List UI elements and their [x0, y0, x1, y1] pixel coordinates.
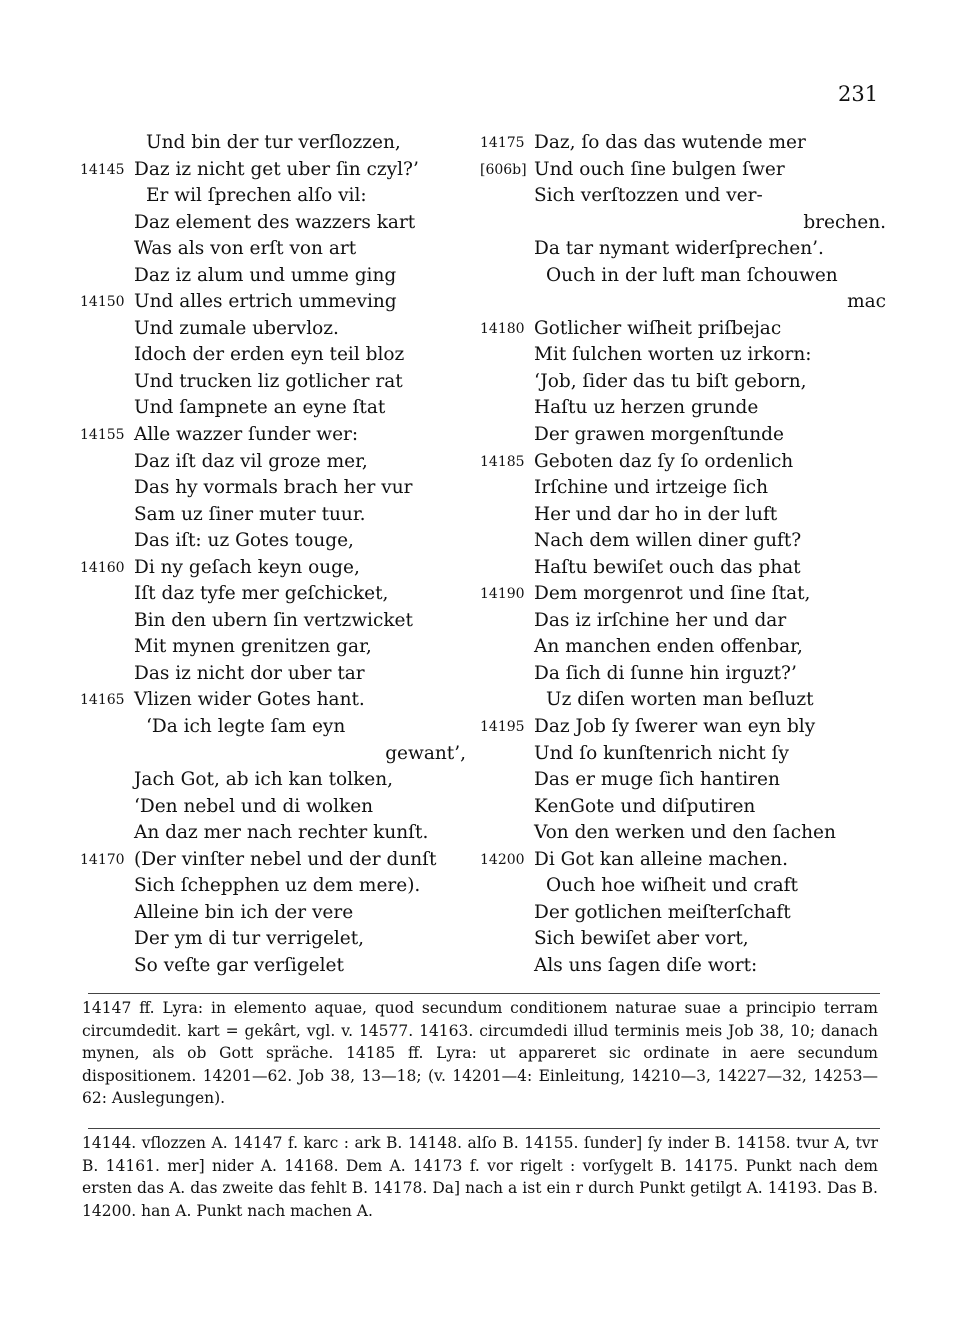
- verse-line: [480, 555, 900, 582]
- apparatus-text: 14144. vſlozzen A. 14147 f. karc : ark B. 14148. alſo B. 14155. ſunder] ſy inder B. 14158. tvur A, tvr B. 14161. mer] nider A. 14168. Dem A. 14173 f. vor rigelt : vorſygelt B. 14175. Punkt nach dem ersten das A. das zweite das fehlt B. 14178. Da] nach a ist ein r durch Punkt getilgt A. 14193. Das B. 14200. han A. Punkt nach machen A.: [82, 1134, 878, 1220]
- verse-text: Der gotlichen meiſterſchaft: [534, 901, 791, 923]
- verse-text: Idoch der erden eyn teil bloz: [134, 344, 405, 366]
- line-number: 14180: [480, 320, 525, 337]
- verse-text: Alleine bin ich der vere: [134, 901, 354, 923]
- verse-line: [70, 953, 480, 980]
- verse-text: Und ſampnete an eyne ſtat: [134, 397, 386, 419]
- verse-line: [480, 661, 900, 688]
- verse-text: Ouch hoe wiſheit und craft: [546, 875, 798, 897]
- line-number: 14145: [80, 161, 125, 178]
- line-number: 14190: [480, 586, 525, 603]
- verse-line: [70, 342, 480, 369]
- commentary-divider: [88, 993, 880, 994]
- line-number: 14185: [480, 453, 525, 470]
- verse-line: [70, 847, 480, 874]
- verse-text: Daz iſt daz vil groze mer,: [134, 450, 368, 472]
- verse-line: [70, 555, 480, 582]
- verse-line: [70, 422, 480, 449]
- verse-line: [480, 289, 900, 316]
- verse-line: [70, 687, 480, 714]
- verse-text: Daz, ſo das das wutende mer: [534, 132, 806, 153]
- verse-line: [70, 926, 480, 953]
- verse-line: [480, 581, 900, 608]
- verse-text: Als uns ſagen diſe wort:: [534, 954, 758, 976]
- verse-text: Gotlicher wiſheit priſbejac: [534, 317, 782, 339]
- verse-text: So veſte gar verſigelet: [134, 954, 344, 976]
- left-verse-column: [70, 130, 480, 980]
- verse-text: ‘Job, ſider das tu biſt geborn,: [534, 370, 807, 392]
- verse-line: [70, 820, 480, 847]
- verse-line: [480, 634, 900, 661]
- verse-text: (Der vinſter nebel und der dunſt: [134, 848, 437, 870]
- line-number: 14155: [80, 427, 125, 444]
- verse-line: [70, 263, 480, 290]
- verse-text: Von den werken und den ſachen: [534, 822, 836, 844]
- verse-line: [480, 900, 900, 927]
- verse-text: Und ſo kunſtenrich nicht ſy: [534, 742, 789, 764]
- verse-line: [70, 475, 480, 502]
- verse-text: Sich bewiſet aber vort,: [534, 928, 749, 950]
- verse-line: [480, 183, 900, 210]
- verse-text: Das er muge ſich hantiren: [534, 769, 780, 791]
- verse-text: KenGote und diſputiren: [534, 795, 756, 817]
- line-number: 14195: [480, 719, 525, 736]
- verse-line: [480, 714, 900, 741]
- verse-text: mac: [847, 291, 886, 313]
- verse-text: brechen.: [803, 211, 886, 233]
- verse-line: [480, 130, 900, 157]
- verse-text: Das iz irſchine her und dar: [534, 609, 787, 631]
- verse-line: [480, 687, 900, 714]
- verse-text: An manchen enden offenbar,: [534, 636, 803, 658]
- verse-text: Dem morgenrot und ſine ſtat,: [534, 583, 811, 605]
- verse-line: [70, 316, 480, 343]
- commentary-text: 14147 ff. Lyra: in elemento aquae, quod secundum conditionem naturae suae a principio terram circumdedit. kart = gekârt, vgl. v. 14577. 14163. circumdedi illud terminis meis Job 38, 10; danach mynen, als ob Gott spräche. 14185 ff. Lyra: ut appareret sic ordinate in aere secundum dispositionem. 14201—62. Job 38, 13—18; (v. 14201—4: Einleitung, 14210—3, 14227—32, 14253—62: Auslegungen).: [82, 999, 878, 1107]
- verse-line: [70, 183, 480, 210]
- verse-line: [480, 953, 900, 980]
- verse-text: ‘Den nebel und di wolken: [134, 795, 374, 817]
- verse-text: Sam uz ſiner muter tuur.: [134, 503, 366, 525]
- verse-line: [70, 210, 480, 237]
- verse-line: [70, 369, 480, 396]
- verse-text: Der ym di tur verrigelet,: [134, 928, 365, 950]
- verse-text: gewant’,: [385, 742, 466, 764]
- verse-line: [70, 236, 480, 263]
- verse-text: Und trucken liz gotlicher rat: [134, 370, 403, 392]
- verse-text: Und ouch ſine bulgen ſwer: [534, 158, 785, 180]
- verse-line: [480, 502, 900, 529]
- verse-line: [480, 342, 900, 369]
- line-number: [606b]: [480, 161, 527, 178]
- apparatus-divider: [88, 1128, 880, 1129]
- verse-text: Jach Got, ab ich kan tolken,: [134, 769, 394, 791]
- verse-text: Uz diſen worten man beſluzt: [546, 689, 814, 711]
- verse-line: [480, 210, 900, 237]
- verse-text: Nach dem willen diner guft?: [534, 530, 802, 552]
- verse-line: [70, 900, 480, 927]
- verse-text: Mit mynen grenitzen gar,: [134, 636, 372, 658]
- verse-line: [70, 581, 480, 608]
- verse-text: Daz Job ſy ſwerer wan eyn bly: [534, 716, 816, 738]
- verse-text: Und zumale ubervloz.: [134, 317, 339, 339]
- verse-line: [480, 316, 900, 343]
- verse-line: [480, 741, 900, 768]
- verse-text: Da tar nymant widerſprechen’.: [534, 238, 824, 260]
- verse-text: Er wil ſprechen alſo vil:: [146, 185, 367, 207]
- verse-text: Daz iz nicht get uber ſin czyl?’: [134, 158, 419, 180]
- verse-text: Sich ſchepphen uz dem mere).: [134, 875, 421, 897]
- line-number: 14150: [80, 294, 125, 311]
- verse-text: Geboten daz ſy ſo ordenlich: [534, 450, 794, 472]
- apparatus-notes: [82, 1132, 878, 1222]
- verse-text: Mit ſulchen worten uz irkorn:: [534, 344, 812, 366]
- verse-text: Di Got kan alleine machen.: [534, 848, 788, 870]
- verse-text: Das hy vormals brach her vur: [134, 477, 413, 499]
- verse-text: Das iſt: uz Gotes touge,: [134, 530, 354, 552]
- verse-line: [480, 608, 900, 635]
- line-number: 14200: [480, 851, 525, 868]
- verse-line: [480, 794, 900, 821]
- verse-line: [70, 289, 480, 316]
- right-verse-column: [480, 130, 900, 980]
- verse-text: Und bin der tur verſlozzen,: [146, 132, 401, 153]
- line-number: 14165: [80, 692, 125, 709]
- verse-text: Daz element des wazzers kart: [134, 211, 416, 233]
- verse-text: Daz iz alum und umme ging: [134, 264, 397, 286]
- commentary-notes: [82, 997, 878, 1110]
- verse-text: Alle wazzer ſunder wer:: [134, 424, 359, 446]
- verse-line: [480, 926, 900, 953]
- verse-line: [70, 634, 480, 661]
- verse-text: Das iz nicht dor uber tar: [134, 662, 365, 684]
- verse-line: [480, 820, 900, 847]
- verse-text: Der grawen morgenſtunde: [534, 424, 784, 446]
- verse-text: Irſchine und irtzeige ſich: [534, 477, 769, 499]
- line-number: 14175: [480, 135, 525, 151]
- verse-line: [480, 528, 900, 555]
- verse-text: Her und dar ho in der luft: [534, 503, 778, 525]
- verse-line: [70, 157, 480, 184]
- verse-text: Bin den ubern ſin vertzwicket: [134, 609, 413, 631]
- page-number: 231: [838, 82, 879, 106]
- verse-text: Haſtu uz herzen grunde: [534, 397, 759, 419]
- verse-text: Haſtu bewiſet ouch das phat: [534, 556, 801, 578]
- verse-line: [480, 236, 900, 263]
- verse-line: [480, 847, 900, 874]
- verse-line: [480, 422, 900, 449]
- verse-text: Iſt daz tyfe mer geſchicket,: [134, 583, 389, 605]
- verse-text: ‘Da ich legte ſam eyn: [146, 716, 346, 738]
- verse-line: [480, 449, 900, 476]
- verse-line: [70, 661, 480, 688]
- verse-line: [70, 395, 480, 422]
- verse-line: [480, 475, 900, 502]
- verse-text: An daz mer nach rechter kunſt.: [134, 822, 429, 844]
- verse-line: [70, 449, 480, 476]
- verse-line: [70, 528, 480, 555]
- verse-line: [70, 130, 480, 157]
- verse-line: [70, 873, 480, 900]
- verse-line: [70, 794, 480, 821]
- verse-line: [480, 395, 900, 422]
- verse-line: [480, 873, 900, 900]
- verse-line: [480, 263, 900, 290]
- verse-text: Da ſich di ſunne hin irguzt?’: [534, 662, 797, 684]
- verse-text: Und alles ertrich ummeving: [134, 291, 397, 313]
- verse-line: [480, 767, 900, 794]
- line-number: 14160: [80, 559, 125, 576]
- verse-line: [70, 741, 480, 768]
- verse-text: Di ny geſach keyn ouge,: [134, 556, 360, 578]
- verse-line: [70, 608, 480, 635]
- verse-text: Sich verſtozzen und ver-: [534, 185, 763, 207]
- verse-line: [70, 502, 480, 529]
- verse-text: Vlizen wider Gotes hant.: [134, 689, 365, 711]
- verse-line: [480, 369, 900, 396]
- verse-line: [480, 157, 900, 184]
- verse-line: [70, 714, 480, 741]
- verse-text: Was als von erſt von art: [134, 238, 357, 260]
- verse-line: [70, 767, 480, 794]
- line-number: 14170: [80, 851, 125, 868]
- verse-text: Ouch in der luft man ſchouwen: [546, 264, 838, 286]
